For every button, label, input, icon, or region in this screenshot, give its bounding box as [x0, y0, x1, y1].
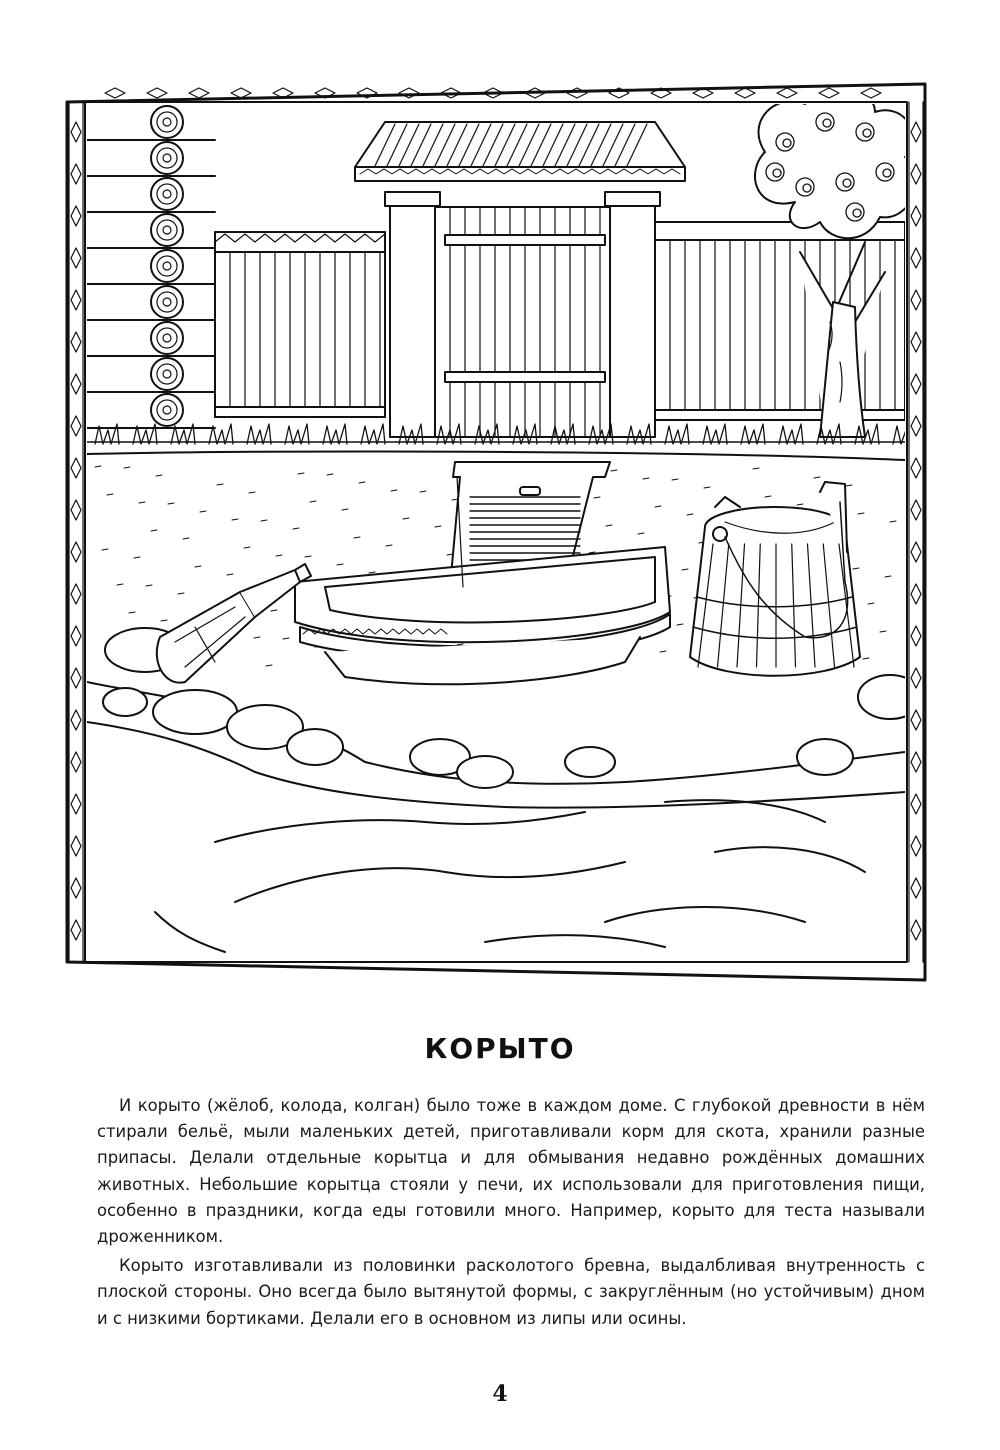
coloring-illustration [65, 82, 927, 982]
page-number: 4 [492, 1381, 508, 1407]
log-wall [87, 104, 215, 428]
fence-left [215, 232, 385, 417]
paddle [157, 564, 311, 683]
article-body [97, 1093, 925, 1335]
tree [755, 88, 916, 437]
paragraph-1: И корыто (жёлоб, колода, колган) было тоже в каждом доме. С глубокой древности в нём стирали бельё, мыли маленьких детей, приготавливали корм для скота, хранили разные припасы. Делали отдельные корытца и для обмывания недавно рождённых домашних животных. Небольшие корытца стояли у печи, их использовали для приготовления пищи, особенно в праздники, когда еды готовили много. Например, корыто для теста называли дроженником. [97, 1096, 925, 1247]
paragraph-2: Корыто изготавливали из половинки расколотого бревна, выдалбливая внутренность с плоской стороны. Оно всегда было вытянутой формы, с закруглённым (но устойчивым) дном и с низкими бортиками. Делали его в основном из липы или осины. [97, 1256, 925, 1328]
bucket [690, 482, 860, 676]
gate [355, 122, 685, 437]
page-title: КОРЫТО [424, 1032, 576, 1065]
water [155, 800, 865, 952]
